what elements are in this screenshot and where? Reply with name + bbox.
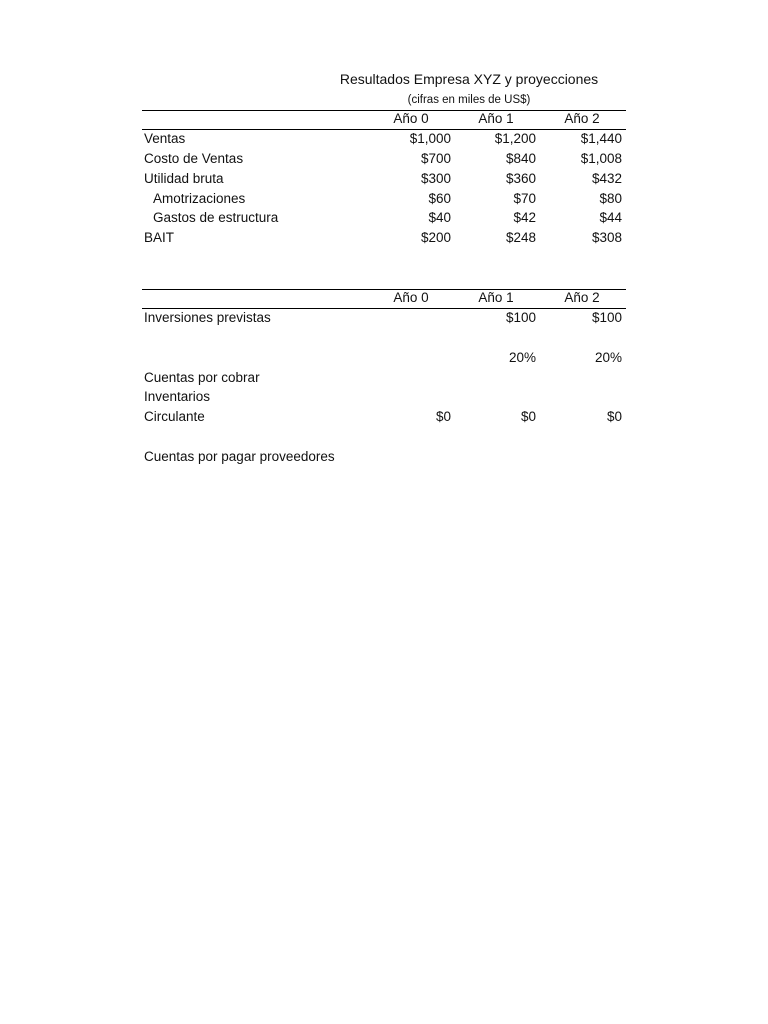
table-row-utilidad-bruta [142,171,626,191]
cell-year0: $0 [435,409,451,424]
cell-year1: $42 [513,210,536,225]
row-label: Inventarios [144,389,211,404]
cell-year0: $1,000 [409,131,451,146]
table-row-circulante [142,409,626,429]
table-row-inversiones [142,310,626,330]
table2-header-rule [142,308,626,309]
cell-year2: 20% [594,350,622,365]
cell-year0: $300 [420,171,451,186]
row-label: Cuentas por cobrar [144,370,260,385]
cell-year1: $360 [505,171,536,186]
row-label: Gastos de estructura [153,210,279,225]
table2-header-year1: Año 1 [478,290,514,305]
cell-year0: $200 [420,230,451,245]
cell-year2: $432 [591,171,622,186]
table1-header-rule [142,129,626,130]
table-row-gastos-estructura [142,210,626,230]
row-label: Amotrizaciones [153,191,246,206]
row-label: Cuentas por pagar proveedores [144,449,335,464]
row-label: Inversiones previstas [144,310,271,325]
row-label: Circulante [144,409,205,424]
cell-year0: $60 [428,191,451,206]
table1-header-year1: Año 1 [478,111,514,126]
row-label: Utilidad bruta [144,171,224,186]
cell-year0: $700 [420,151,451,166]
cell-year2: $44 [599,210,622,225]
row-label: Ventas [144,131,186,146]
cell-year0: $40 [428,210,451,225]
cell-year1: $0 [520,409,536,424]
table2-header-year0: Año 0 [393,290,429,305]
cell-year2: $80 [599,191,622,206]
cell-year1: $70 [513,191,536,206]
table1-header-year0: Año 0 [393,111,429,126]
table1-title: Resultados Empresa XYZ y proyecciones [339,71,599,87]
table-row-cuentas-cobrar [142,370,626,390]
cell-year1: $100 [505,310,536,325]
cell-year1: $1,200 [494,131,536,146]
cell-year2: $1,008 [580,151,622,166]
cell-year2: $308 [591,230,622,245]
table-row-percent [142,350,626,370]
table-row-ventas [142,131,626,151]
table-row-cuentas-pagar [142,449,626,469]
table1-subtitle: (cifras en miles de US$) [407,94,531,106]
table-row-amotrizaciones [142,191,626,211]
table1-header-row [142,111,626,131]
table-row-inventarios [142,389,626,409]
row-label: BAIT [144,230,175,245]
cell-year2: $0 [606,409,622,424]
cell-year2: $100 [591,310,622,325]
row-label: Costo de Ventas [144,151,244,166]
cell-year2: $1,440 [580,131,622,146]
table-row-costo-ventas [142,151,626,171]
cell-year1: $840 [505,151,536,166]
table2-header-row [142,290,626,310]
cell-year1: 20% [508,350,536,365]
table2-header-year2: Año 2 [564,290,600,305]
table-row-bait [142,230,626,250]
table1-header-year2: Año 2 [564,111,600,126]
cell-year1: $248 [505,230,536,245]
